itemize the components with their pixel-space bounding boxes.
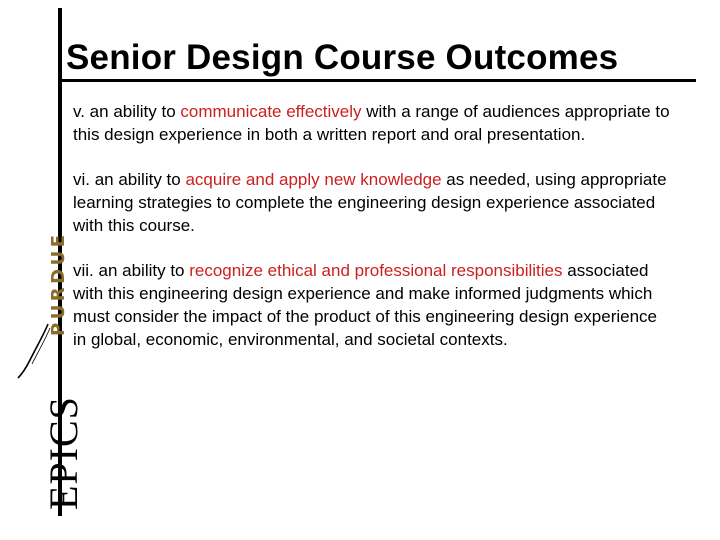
outcome-prefix: v. an ability to (73, 102, 181, 121)
logo-purdue-text: PURDUE (48, 231, 69, 336)
outcome-prefix: vii. an ability to (73, 261, 190, 280)
outcome-highlight: communicate effectively (180, 102, 362, 121)
outcome-list (73, 100, 673, 373)
outcome-highlight: acquire and apply new knowledge (185, 170, 442, 189)
outcome-suffix: associated with this engineering design experience and make informed judgments which must consider the impact of the product of this engineering design experience in global, economic, environmental, and societal contexts. (73, 261, 658, 349)
slide-title: Senior Design Course Outcomes (66, 38, 619, 77)
outcome-item (73, 168, 673, 237)
logo-epics-text: EPICS (41, 396, 86, 510)
outcome-item (73, 259, 673, 351)
logo-swash-icon (14, 320, 54, 380)
outcome-suffix: with a range of audiences appropriate to this design experience in both a written report and oral presentation. (73, 102, 670, 144)
outcome-item (73, 100, 673, 146)
title-underline (58, 79, 696, 82)
outcome-prefix: vi. an ability to (73, 170, 186, 189)
outcome-highlight: recognize ethical and professional responsibilities (189, 261, 563, 280)
outcome-suffix: as needed, using appropriate learning strategies to complete the engineering design experience associated with this course. (73, 170, 667, 235)
